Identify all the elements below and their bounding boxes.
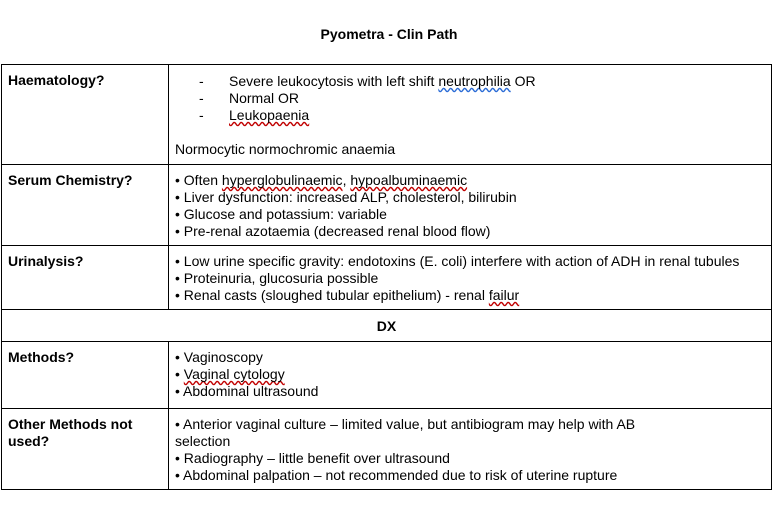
list-item: - Severe leukocytosis with left shift neutrophilia OR — [199, 73, 765, 90]
clin-path-table — [1, 64, 772, 490]
serum-label: Serum Chemistry? — [2, 165, 169, 246]
haematology-content — [169, 65, 772, 165]
other-methods-content: • Anterior vaginal culture – limited value, but antibiogram may help with AB selection • Radiography – little benefit over ultrasound • Abdominal palpation – not recommended due to risk of uterine rupture — [169, 409, 772, 490]
table-row — [2, 165, 772, 246]
urinalysis-content: • Low urine specific gravity: endotoxins (E. coli) interfere with action of ADH in renal tubules • Proteinuria, glucosuria possible • Renal casts (sloughed tubular epithelium) - renal failur — [169, 246, 772, 310]
haematology-list — [175, 65, 765, 124]
serum-content: • Often hyperglobulinaemic, hypoalbuminaemic • Liver dysfunction: increased ALP, cholesterol, bilirubin • Glucose and potassium: variable • Pre-renal azotaemia (decreased renal blood flow) — [169, 165, 772, 246]
table-row — [2, 342, 772, 409]
table-row — [2, 65, 772, 165]
haematology-label: Haematology? — [2, 65, 169, 165]
table-row — [2, 409, 772, 490]
table-row — [2, 246, 772, 310]
list-item: - Leukopaenia — [199, 107, 765, 124]
dx-heading: DX — [2, 310, 772, 342]
methods-label: Methods? — [2, 342, 169, 409]
table-row — [2, 310, 772, 342]
other-methods-label: Other Methods not used? — [2, 409, 169, 490]
methods-content: • Vaginoscopy • Vaginal cytology • Abdominal ultrasound — [169, 342, 772, 409]
list-item: - Normal OR — [199, 90, 765, 107]
haematology-note: Normocytic normochromic anaemia — [175, 141, 396, 157]
page-title: Pyometra - Clin Path — [320, 26, 458, 42]
urinalysis-label: Urinalysis? — [2, 246, 169, 310]
